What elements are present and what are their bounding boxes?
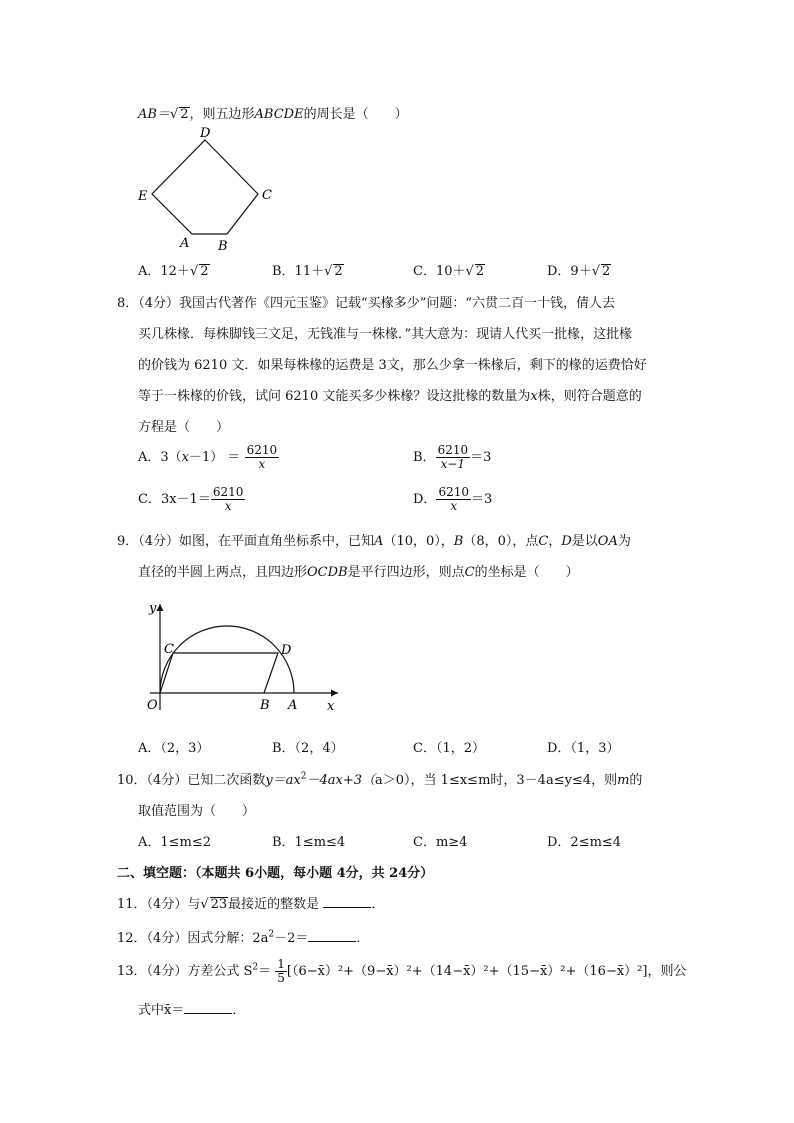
answer-blank[interactable] [184, 1001, 232, 1014]
q9-text: 是平行四边形，则点 [347, 565, 465, 580]
q12 [117, 927, 369, 946]
b-coord: （8，0），点 [463, 534, 539, 549]
q13-line-1 [117, 958, 686, 985]
numerator: 6210 [246, 443, 278, 457]
numerator: 1 [277, 957, 285, 971]
option-var: x [181, 450, 190, 465]
q13-line-2 [138, 999, 245, 1018]
numerator: 6210 [212, 485, 244, 499]
section-heading: 二、填空题：（本题共 6小题，每小题 4分，共 24分） [117, 866, 434, 881]
superscript-2: 2 [252, 962, 259, 973]
option-radicand: 2 [475, 264, 485, 279]
point-c: C [464, 565, 475, 580]
label-y: y [149, 601, 157, 616]
option-eq: ＝3 [470, 492, 493, 507]
q8-line-3: 的价钱为 6210 文．如果每株椽的运费是 3文，那么少拿一株椽后，剩下的椽的运费恰好 [138, 358, 647, 373]
option-label: B．11＋ [272, 264, 325, 279]
q10-text: 10．（4分）已知二次函数 [117, 773, 266, 788]
q8-line-2: 买几株椽．每株脚钱三文足，无钱准与一株椽．”其大意为：现请人代买一批椽，这批椽 [138, 327, 633, 342]
q9-text: 的坐标是（ ） [474, 565, 579, 580]
q8-option-d[interactable] [413, 486, 492, 513]
q10-condition: a＞0），当 1≤x≤m时，3－4a≤y≤4，则 [375, 773, 618, 788]
q7-option-c[interactable]: C．10＋√ 2 [413, 264, 485, 279]
q9-option-a[interactable]: A．（2，3） [138, 741, 210, 756]
option-label: C．3x－1＝ [138, 492, 211, 507]
denominator: x [450, 499, 458, 513]
q10-function: y＝ax [265, 773, 301, 788]
q10-function-tail: －4ax+3（ [306, 773, 376, 788]
label-x: x [327, 699, 335, 714]
label-a: A [288, 698, 298, 713]
q13-formula: [（6−x̄）²+（9−x̄）²+（14−x̄）²+（15−x̄）²+（16−x̄）²]，则公 [286, 964, 687, 979]
q10-option-c[interactable]: C．m≥4 [413, 835, 468, 850]
label-b: B [260, 698, 270, 713]
denominator: x [258, 457, 266, 471]
q10-line-2: 取值范围为（ ） [138, 804, 256, 819]
semicircle-figure [140, 596, 350, 716]
answer-blank[interactable] [308, 929, 356, 942]
answer-blank[interactable] [323, 895, 371, 908]
q11-end: ． [371, 897, 385, 912]
q13-end: ． [232, 1003, 246, 1018]
q13-eq: ＝ [258, 964, 272, 979]
fraction [245, 444, 280, 471]
label-c: C [262, 188, 272, 203]
denominator: 5 [277, 971, 285, 985]
q9-option-d[interactable]: D．（1，3） [547, 741, 620, 756]
option-label: D．9＋ [547, 264, 592, 279]
label-d: D [281, 643, 292, 658]
label-d: D [200, 126, 211, 141]
q8-option-c[interactable] [138, 486, 245, 513]
q10-option-a[interactable]: A．1≤m≤2 [138, 835, 212, 850]
q8-line-4-tail: 株，则符合题意的 [537, 389, 642, 404]
q13-text: 13．（4分）方差公式 S [117, 964, 253, 979]
quad-ocdb: OCDB [307, 565, 348, 580]
fraction [436, 486, 471, 513]
ab-prefix: AB＝ [138, 107, 170, 122]
label-e: E [138, 189, 148, 204]
option-label: D． [413, 492, 437, 507]
q11-text: 11．（4分）与 [117, 897, 201, 912]
q8-line-4 [138, 385, 642, 404]
q11-text: 最接近的整数是 [228, 897, 320, 912]
fraction [211, 486, 246, 513]
option-label: C．10＋ [413, 264, 466, 279]
fraction [275, 958, 287, 985]
parallelogram [160, 653, 278, 693]
point-c: C [538, 534, 549, 549]
q8-line-1: 8．（4分）我国古代著作《四元玉鉴》记载“买椽多少”问题：“六贯二百一十钱，倩人去 [117, 296, 615, 311]
q9-line-2 [138, 561, 579, 580]
superscript-2: 2 [300, 771, 307, 782]
q8-line-4-text: 等于一株椽的价钱，试问 6210 文能买多少株椽？设这批椽的数量为 [138, 389, 531, 404]
q12-text: 12．（4分）因式分解：2a [117, 931, 269, 946]
superscript-2: 2 [268, 929, 275, 940]
option-label: A．3（ [138, 450, 182, 465]
label-b: B [218, 239, 228, 254]
point-b: B [453, 534, 464, 549]
option-radicand: 2 [602, 264, 611, 279]
q8-line-5: 方程是（ ） [138, 420, 230, 435]
q8-var: x [530, 389, 538, 404]
pentagon-shape [152, 140, 258, 234]
point-d: D [561, 534, 572, 549]
label-c: C [164, 642, 174, 657]
option-eq: ＝3 [470, 450, 492, 465]
q10-option-d[interactable]: D．2≤m≤4 [547, 835, 622, 850]
q8-option-b[interactable] [413, 444, 491, 471]
q7-option-a[interactable]: A．12＋√ 2 [138, 264, 209, 279]
q13-text: 式中x̄＝ [138, 1003, 185, 1018]
denominator: x−1 [440, 457, 466, 471]
comma: ， [548, 534, 562, 549]
sqrt-radicand: 2 [180, 107, 189, 122]
semicircle-arc [160, 626, 294, 693]
q9-text: 是以 [571, 534, 598, 549]
option-radicand: 2 [334, 264, 343, 279]
pentagon-name: ABCDE [254, 107, 304, 122]
q9-text: 直径的半圆上两点，且四边形 [138, 565, 308, 580]
q10-text: 的 [629, 773, 643, 788]
q7-stem-tail [138, 103, 408, 122]
q9-option-c[interactable]: C．（1，2） [413, 741, 485, 756]
q12-end: ． [356, 931, 370, 946]
q7-option-b[interactable]: B．11＋√ 2 [272, 264, 343, 279]
a-coord: （10，0）， [383, 534, 454, 549]
q10-line-1 [117, 769, 642, 788]
q7-option-d[interactable]: D．9＋√ 2 [547, 264, 611, 279]
segment-oa: OA [597, 534, 618, 549]
var-m: m [617, 773, 630, 788]
denominator: x [224, 499, 232, 513]
option-radicand: 2 [200, 264, 209, 279]
pentagon-figure [130, 124, 290, 254]
q8-option-a[interactable] [138, 444, 279, 471]
q11: 11．（4分）与√ 23最接近的整数是 ． [117, 897, 385, 912]
numerator: 6210 [437, 443, 469, 457]
point-a: A [374, 534, 384, 549]
fraction [436, 444, 471, 471]
q11-radicand: 23 [210, 897, 228, 912]
q10-option-b[interactable]: B．1≤m≤4 [272, 835, 346, 850]
numerator: 6210 [438, 485, 469, 499]
q12-text: －2＝ [274, 931, 309, 946]
option-mid: －1） ＝ [189, 450, 241, 465]
q9-text: 9．（4分）如图，在平面直角坐标系中，已知 [117, 534, 375, 549]
q9-text: 为 [617, 534, 631, 549]
stem-text: ，则五边形 [189, 107, 255, 122]
stem-tail: 的周长是（ ） [303, 107, 408, 122]
q9-line-1 [117, 530, 631, 549]
option-label: B． [413, 450, 436, 465]
sqrt-symbol: √ [169, 107, 179, 122]
option-label: A．12＋ [138, 264, 190, 279]
label-o: O [147, 698, 158, 713]
q9-option-b[interactable]: B．（2，4） [272, 741, 344, 756]
label-a: A [180, 236, 190, 251]
